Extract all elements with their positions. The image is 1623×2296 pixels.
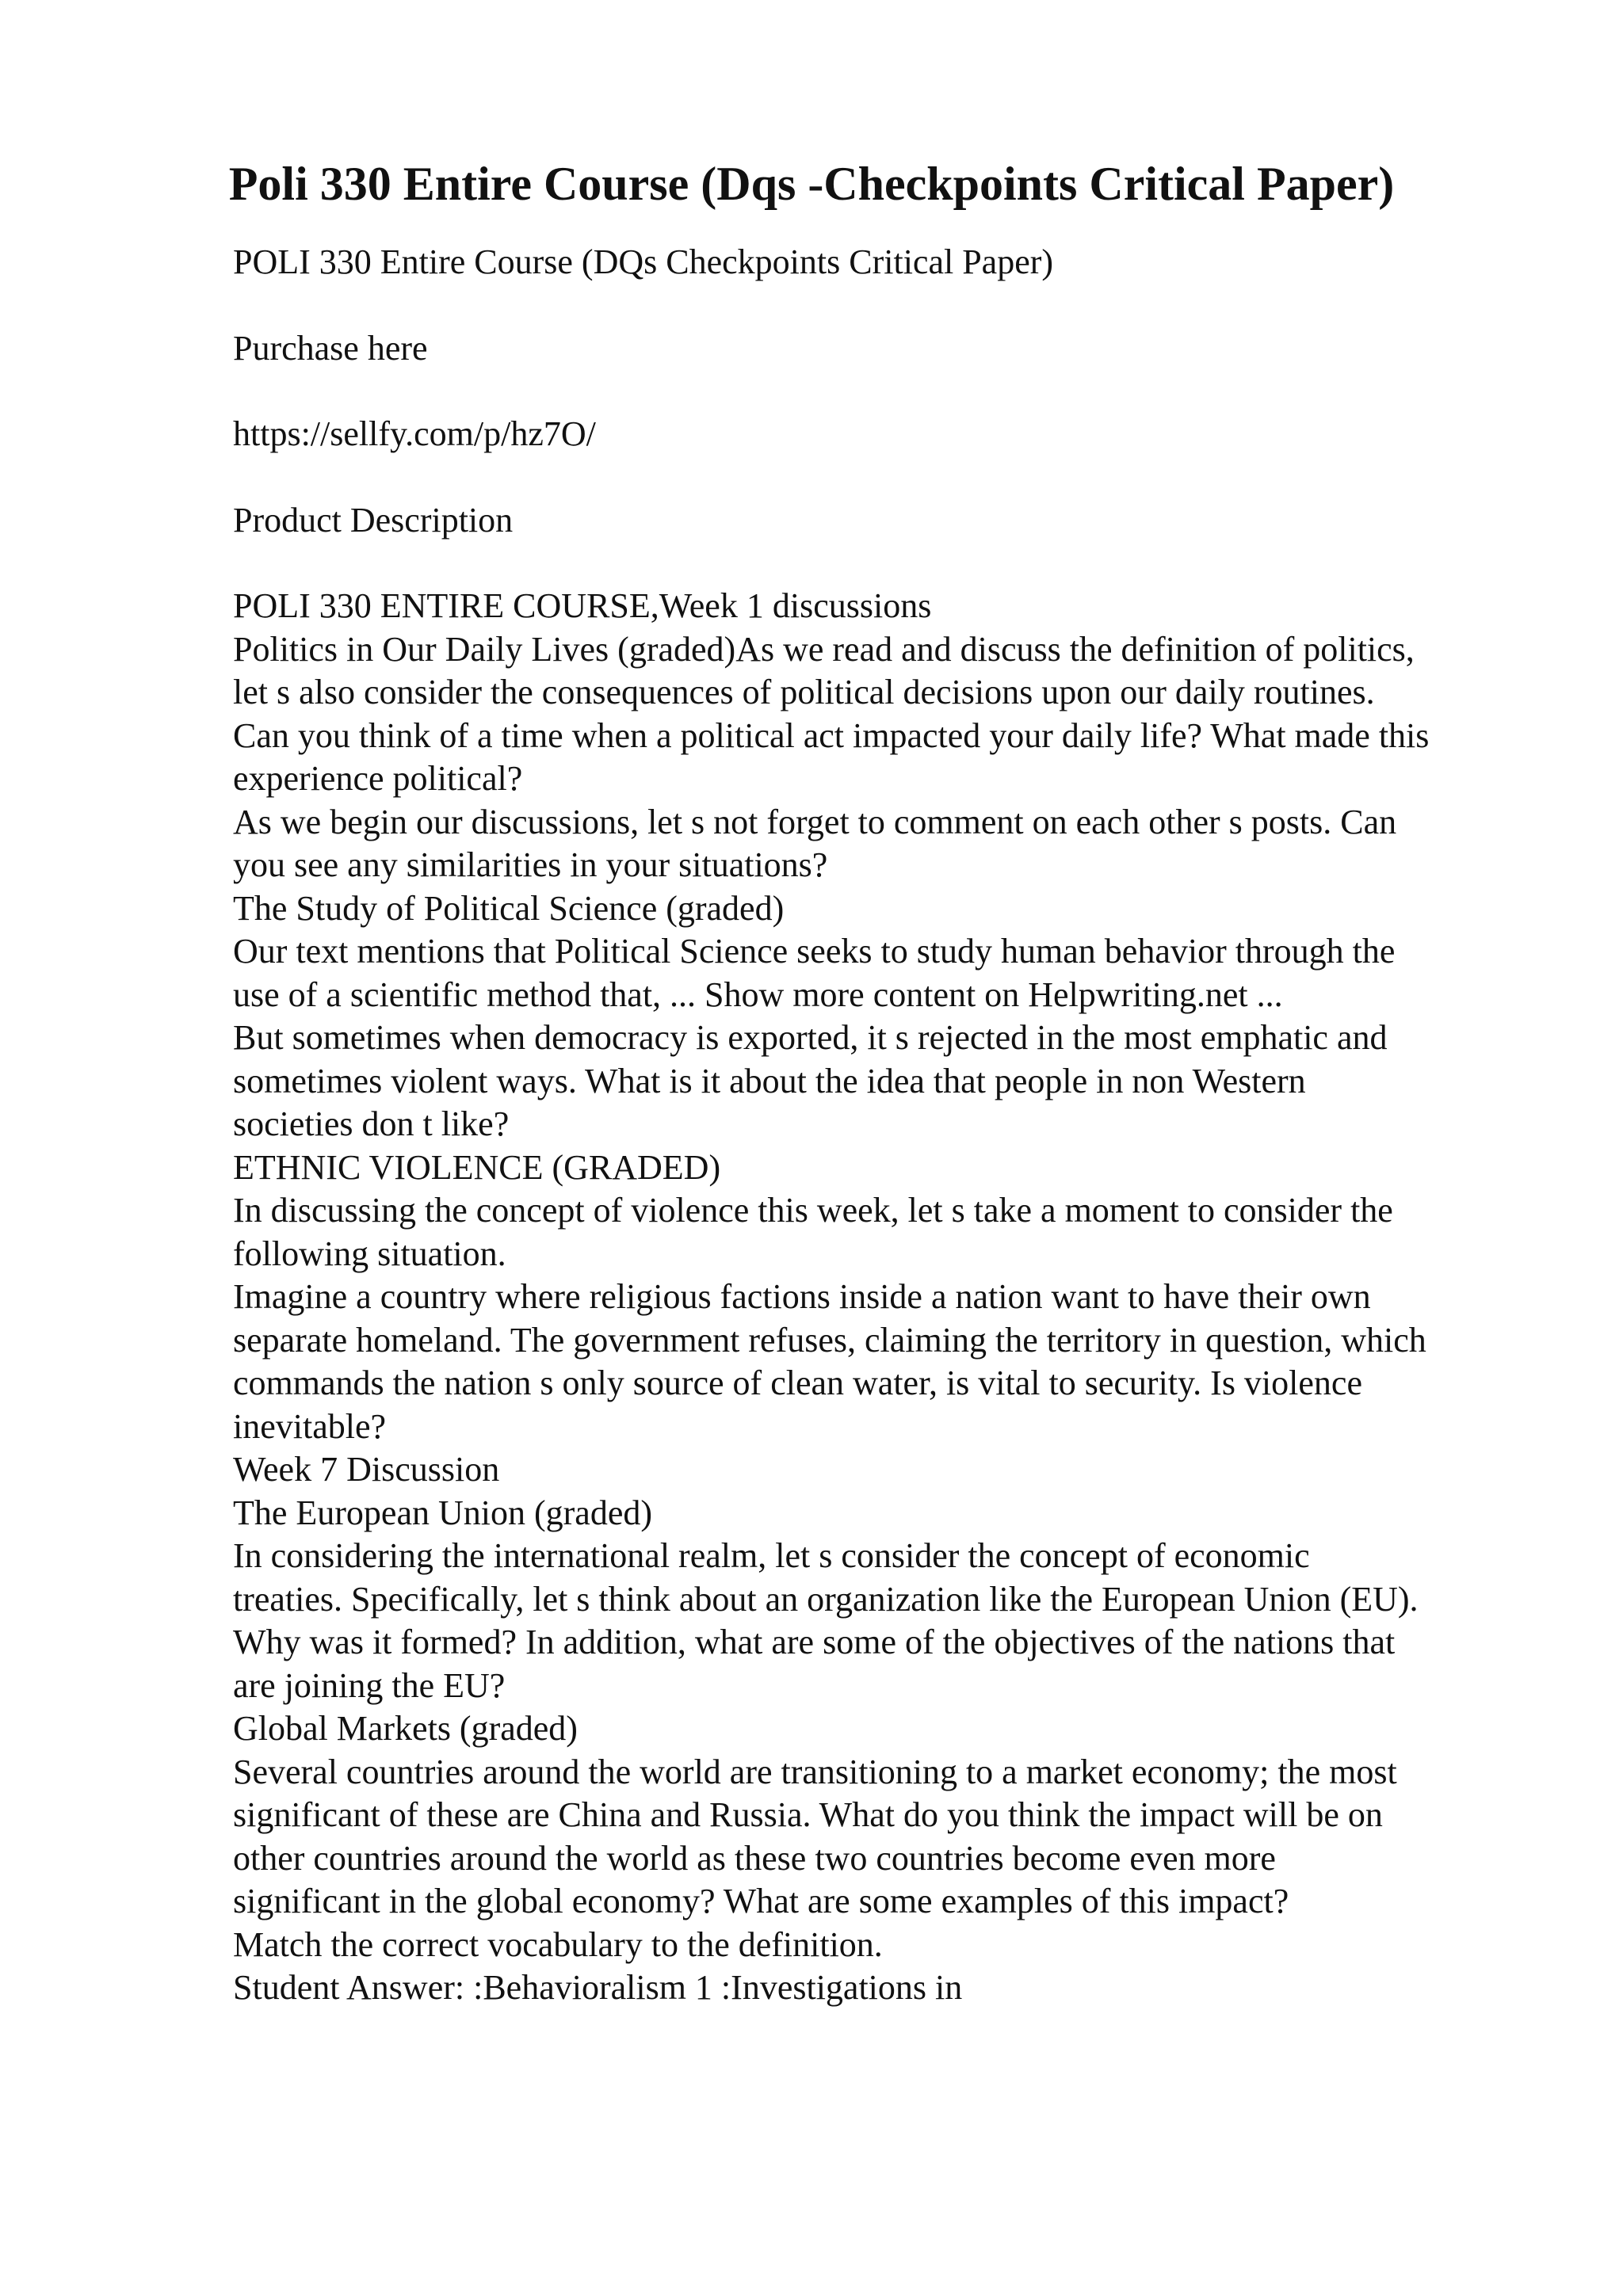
product-description-heading: Product Description [233,500,514,540]
body-line: Student Answer: :Behavioralism 1 :Investigations in [233,1968,963,2007]
body-line: commands the nation s only source of clean water, is vital to security. Is violence [233,1363,1362,1402]
course-subtitle: POLI 330 Entire Course (DQs Checkpoints Critical Paper) [233,242,1054,281]
course-description-body [233,585,1564,2010]
body-line: But sometimes when democracy is exported, it s rejected in the most emphatic and [233,1018,1388,1057]
body-line: ETHNIC VIOLENCE (GRADED) [233,1147,721,1187]
body-line: you see any similarities in your situations? [233,845,828,884]
body-line: Can you think of a time when a political act impacted your daily life? What made this [233,715,1430,755]
body-line: Global Markets (graded) [233,1709,578,1748]
body-line: use of a scientific method that, ... Show more content on Helpwriting.net ... [233,974,1283,1014]
document-title: Poli 330 Entire Course (Dqs -Checkpoints Critical Paper) [228,158,1395,210]
body-line: The European Union (graded) [233,1493,653,1532]
body-line: separate homeland. The government refuses, claiming the territory in question, which [233,1320,1426,1360]
body-line: Imagine a country where religious factions inside a nation want to have their own [233,1277,1371,1316]
body-line: Why was it formed? In addition, what are some of the objectives of the nations that [233,1623,1396,1661]
body-line: As we begin our discussions, let s not forget to comment on each other s posts. Can [233,802,1397,841]
body-line: sometimes violent ways. What is it about the idea that people in non Western [233,1061,1306,1100]
document-content [233,241,1564,2010]
body-line: are joining the EU? [233,1665,506,1705]
body-line: POLI 330 ENTIRE COURSE,Week 1 discussions [233,586,932,625]
body-line: treaties. Specifically, let s think about an organization like the European Union (EU). [233,1579,1419,1619]
body-line: significant of these are China and Russia. What do you think the impact will be on [233,1795,1383,1834]
body-line: Politics in Our Daily Lives (graded)As we read and discuss the definition of politics, [233,629,1415,669]
purchase-link: https://sellfy.com/p/hz7O/ [233,414,596,453]
body-line: societies don t like? [233,1104,510,1143]
body-line: In discussing the concept of violence this week, let s take a moment to consider the [233,1191,1393,1230]
body-line: let s also consider the consequences of political decisions upon our daily routines. [233,673,1375,711]
body-line: other countries around the world as these two countries become even more [233,1838,1276,1878]
purchase-label: Purchase here [233,328,428,368]
body-line: experience political? [233,759,523,798]
body-line: following situation. [233,1234,506,1273]
body-line: Several countries around the world are transitioning to a market economy; the most [233,1752,1397,1791]
body-line: Our text mentions that Political Science seeks to study human behavior through the [233,932,1396,971]
body-line: inevitable? [233,1406,387,1446]
body-line: Week 7 Discussion [233,1450,500,1489]
body-line: The Study of Political Science (graded) [233,888,785,928]
body-line: significant in the global economy? What are some examples of this impact? [233,1882,1289,1920]
body-line: Match the correct vocabulary to the definition. [233,1924,883,1964]
body-line: In considering the international realm, let s consider the concept of economic [233,1536,1310,1575]
